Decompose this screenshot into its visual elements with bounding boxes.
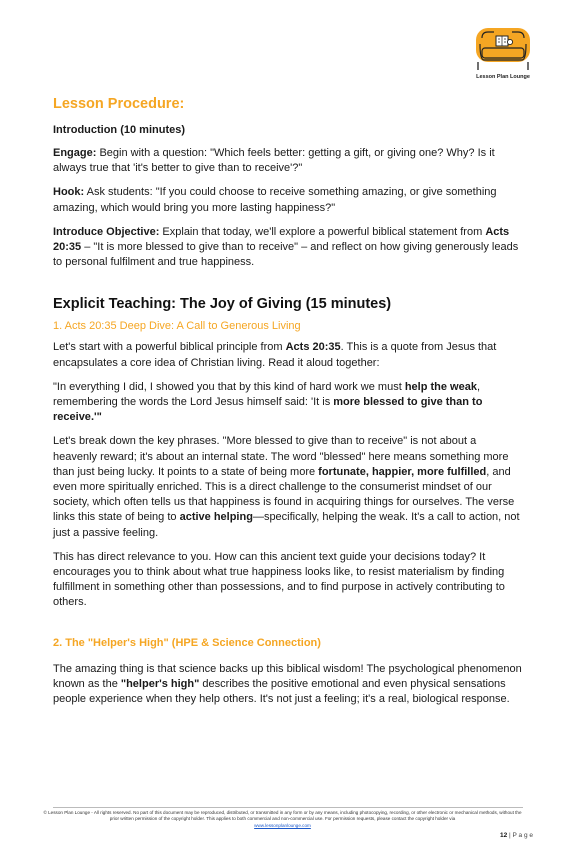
breakdown-text-end: —specifically, helping the weak. It's a call to action, not just a passive feeling. (53, 511, 520, 539)
acts-reference: Acts 20:35 (285, 341, 341, 354)
quote-end: .'" (90, 411, 102, 424)
objective-reference: Acts 20:35 (53, 225, 510, 254)
hook-text: Ask students: "If you could choose to receive something amazing, or give something amazing, which would bring you more lasting happiness?" (53, 186, 497, 214)
hook-label: Hook: (53, 186, 85, 199)
breakdown-paragraph (53, 434, 523, 540)
hook-paragraph (53, 185, 523, 215)
section1-intro-paragraph (53, 340, 523, 370)
section2-title: 2. The "Helper's High" (HPE & Science Connection) (53, 636, 321, 649)
main-content (53, 96, 523, 716)
section1-title: 1. Acts 20:35 Deep Dive: A Call to Generous Living (53, 320, 301, 333)
engage-paragraph (53, 146, 523, 176)
relevance-paragraph: This has direct relevance to you. How can this ancient text guide your decisions today? It encourages you to think about what true happiness looks like, to resist materialism by finding fulfillment in something other than possessions, and to find purpose in actively contributing to others. (53, 550, 505, 609)
footer-divider (53, 807, 523, 808)
breakdown-bold-active-helping: active helping (179, 511, 253, 524)
page-number (500, 832, 533, 839)
logo-text: Lesson Plan Lounge (476, 74, 530, 80)
explicit-teaching-heading: Explicit Teaching: The Joy of Giving (15 minutes) (53, 296, 392, 313)
helpers-high-text: The amazing thing is that science backs up this biblical wisdom! The psychological phenomenon known as the (53, 662, 522, 690)
footer-copyright (40, 810, 525, 829)
quote-text: "In everything I did, I showed you that by this kind of hard work we must (53, 380, 405, 393)
lesson-procedure-heading: Lesson Procedure: (53, 96, 185, 112)
intro-text: Let's start with a powerful biblical principle from (53, 341, 286, 354)
engage-label: Engage: (53, 147, 97, 159)
lesson-plan-lounge-logo (472, 22, 534, 78)
breakdown-text-cont: , and even more spiritually enriched. This is a direct challenge to the consumerist mindset of our society, which often tells us that happiness is found in acquiring things for ourselves. The verse links this state of being to (53, 465, 515, 524)
website-link[interactable]: www.lessonplanlounge.com (254, 822, 311, 828)
copyright-text: © Lesson Plan Lounge - All rights reserved. No part of this document may be reproduced, distributed, or transmitted in any form or by any means, including photocopying, recording, or other electronic or mechanical methods, without the prior written permission of the copyright holder. This applies to both commercial and non-commercial use. For permission requests, please contact the copyright holder via (43, 810, 522, 822)
helpers-high-paragraph (53, 662, 523, 708)
page-label: | P a g e (507, 832, 533, 839)
page-number-value: 12 (499, 832, 508, 839)
engage-text: Begin with a question: "Which feels better: getting a gift, or giving one? Why? Is it always true that 'it's better to give than to receive'?" (53, 147, 495, 175)
objective-text: Explain that today, we'll explore a powerful biblical statement from (159, 225, 486, 238)
quote-text-cont: , remembering the words the Lord Jesus himself said: 'It is (53, 380, 481, 409)
breakdown-text: Let's break down the key phrases. "More blessed to give than to receive" is not about a heavenly reward; it's about an internal state. The word "blessed" here means something more than just being lucky. It points to a state of being more (53, 435, 509, 478)
quote-bold-help-weak: help the weak (404, 380, 477, 393)
quote-bold-blessed: more blessed to give than to receive (53, 396, 483, 424)
objective-text-cont: – "It is more blessed to give than to receive" – and reflect on how giving generously leads to personal fulfilment and true happiness. (53, 241, 519, 269)
objective-paragraph (53, 225, 523, 271)
objective-label: Introduce Objective: (53, 225, 160, 238)
helpers-high-bold: "helper's high" (120, 677, 200, 690)
breakdown-bold-fortunate: fortunate, happier, more fulfilled (318, 465, 487, 478)
helpers-high-text-cont: describes the positive emotional and even physical sensations people experience when they help others. It's not just a feeling; it's a real, biological response. (53, 677, 510, 706)
intro-text-cont: . This is a quote from Jesus that encapsulates a core idea of Christian living. Read it aloud together: (53, 341, 497, 369)
quote-paragraph (53, 380, 523, 426)
introduction-title: Introduction (10 minutes) (53, 124, 185, 136)
